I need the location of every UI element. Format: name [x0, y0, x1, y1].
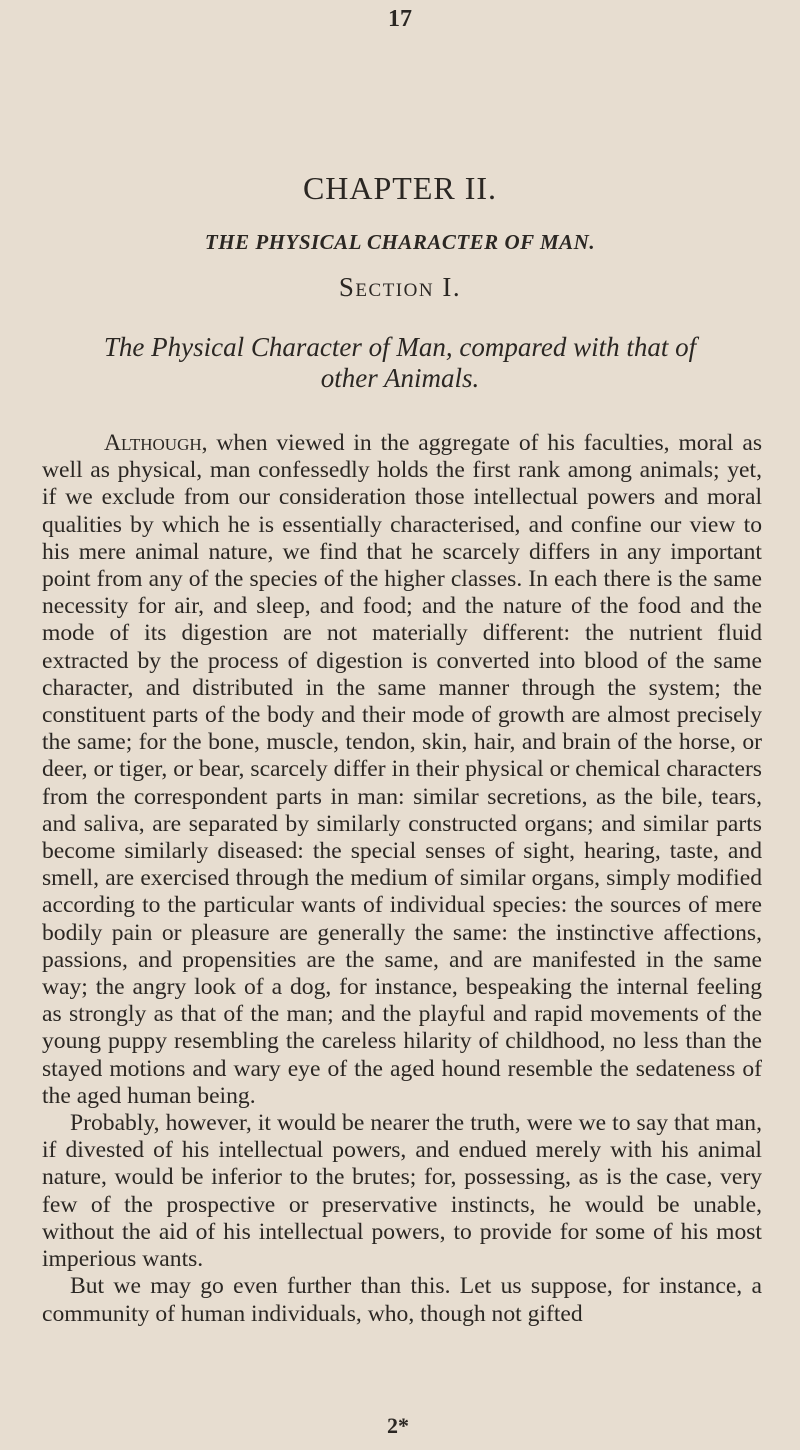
signature-mark: 2* [387, 1413, 409, 1438]
paragraph-lead-word: Although, [104, 430, 208, 456]
paragraph-2: Probably, however, it would be nearer the truth, were we to say that man, if divested of his intellectual powers, and endued merely with his animal nature, would be inferior to the brutes; for, possessing, as is the case, very few of the prospective or preservative instincts, he would be unable, without the aid of his intellectual powers, to provide for some of his most imperious wants. [42, 1110, 762, 1273]
page-number: 17 [388, 6, 412, 32]
body-text [42, 430, 762, 1328]
paragraph-1-text: when viewed in the aggregate of his faculties, moral as well as physical, man confessedly holds the first rank among animals; yet, if we exclude from our consideration those intellectual powers and moral qualities by which he is essentially characterised, and confine our view to his mere animal nature, we find that he scarcely differs in any important point from any of the species of the higher classes. In each there is the same necessity for air, and sleep, and food; and the nature of the food and the mode of its digestion are not materially different: the nutrient fluid extracted by the process of digestion is converted into blood of the same character, and distributed in the same manner through the system; the constituent parts of the body and their mode of growth are almost precisely the same; for the bone, muscle, tendon, skin, hair, and brain of the horse, or deer, or tiger, or bear, scarcely differ in their physical or chemical characters from the correspondent parts in man: similar secretions, as the bile, tears, and saliva, are separated by similarly constructed organs; and similar parts become similarly diseased: the special senses of sight, hearing, taste, and smell, are exercised through the medium of similar organs, simply modified according to the particular wants of individual species: the sources of mere bodily pain or pleasure are generally the same: the instinctive affections, passions, and propensities are the same, and are manifested in the same way; the angry look of a dog, for instance, bespeaking the internal feeling as strongly as that of the man; and the playful and rapid movements of the young puppy resembling the careless hilarity of childhood, no less than the stayed motions and wary eye of the aged hound resemble the sedateness of the aged human being. [42, 430, 762, 1109]
paragraph-3: But we may go even further than this. Let us suppose, for instance, a community of human individuals, who, though not gifted [42, 1273, 762, 1327]
paragraph-1 [42, 430, 762, 1110]
section-title: The Physical Character of Man, compared with that of other Animals. [103, 332, 697, 393]
section-heading: Section I. [338, 272, 462, 302]
chapter-title: CHAPTER II. [302, 170, 498, 206]
chapter-subtitle: THE PHYSICAL CHARACTER OF MAN. [204, 230, 596, 254]
